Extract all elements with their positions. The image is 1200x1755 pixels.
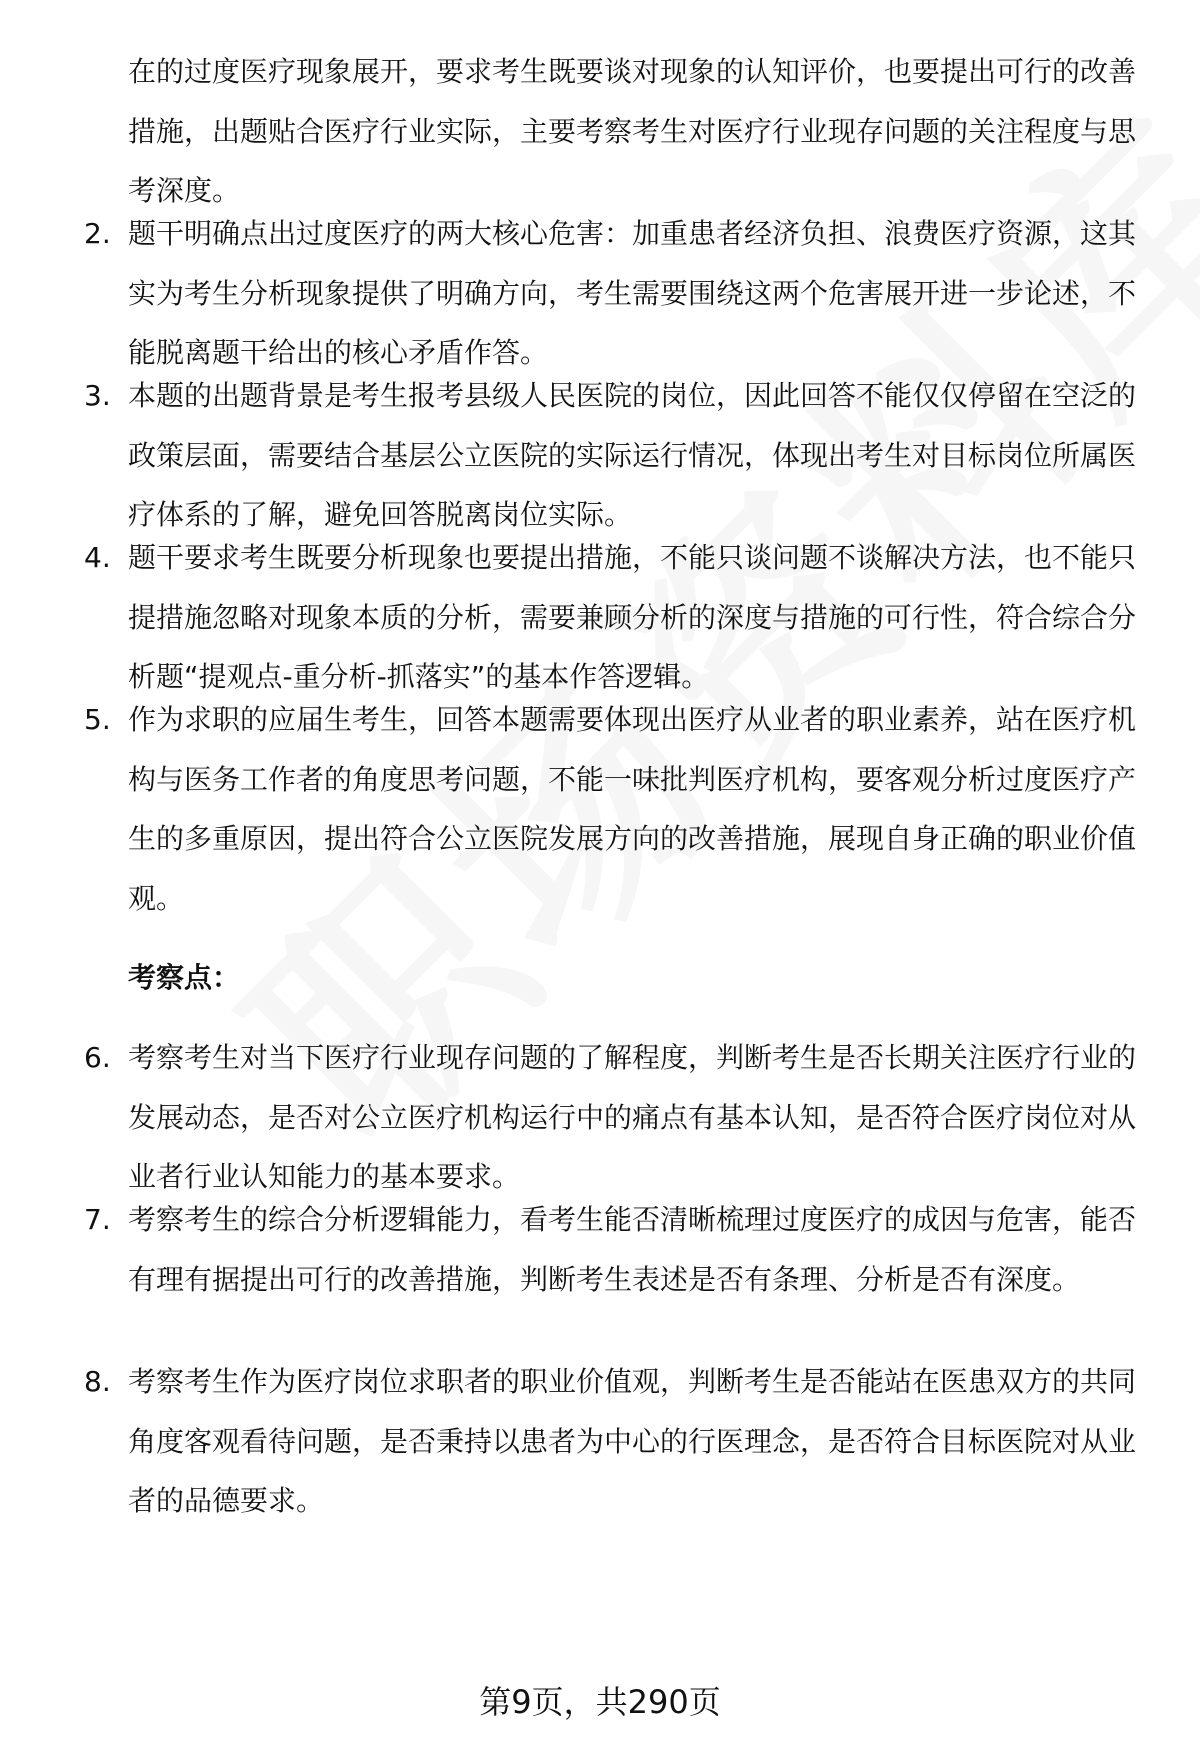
list-item-text: 本题的出题背景是考生报考县级人民医院的岗位，因此回答不能仅仅停留在空泛的政策层面，需要结合基层公立医院的实际运行情况，体现出考生对目标岗位所属医疗体系的了解，避免回答脱离岗位实际。	[128, 379, 1137, 531]
list-item-text: 题干明确点出过度医疗的两大核心危害：加重患者经济负担、浪费医疗资源，这其实为考生分析现象提供了明确方向，考生需要围绕这两个危害展开进一步论述，不能脱离题干给出的核心矛盾作答。	[128, 217, 1137, 369]
list-item-text: 题干要求考生既要分析现象也要提出措施，不能只谈问题不谈解决方法，也不能只提措施忽略对现象本质的分析，需要兼顾分析的深度与措施的可行性，符合综合分析题“提观点-重分析-抓落实”的基本作答逻辑。	[128, 541, 1137, 693]
list-item-text: 考察考生的综合分析逻辑能力，看考生能否清晰梳理过度医疗的成因与危害，能否有理有据提出可行的改善措施，判断考生表述是否有条理、分析是否有深度。	[128, 1203, 1137, 1296]
list-item-number: 4.	[84, 541, 111, 574]
list-item-number: 5.	[84, 703, 111, 736]
list-item-text: 考察考生作为医疗岗位求职者的职业价值观，判断考生是否能站在医患双方的共同角度客观看待问题，是否秉持以患者为中心的行医理念，是否符合目标医院对从业者的品德要求。	[128, 1365, 1137, 1517]
section-heading: 考察点：	[128, 961, 241, 994]
list-item-number: 7.	[84, 1203, 111, 1236]
list-item-number: 6.	[84, 1041, 111, 1074]
list-item-number: 3.	[84, 379, 111, 412]
list-item-text: 作为求职的应届生考生，回答本题需要体现出医疗从业者的职业素养，站在医疗机构与医务工作者的角度思考问题，不能一味批判医疗机构，要客观分析过度医疗产生的多重原因，提出符合公立医院发展方向的改善措施，展现自身正确的职业价值观。	[128, 703, 1137, 915]
list-item-text: 考察考生对当下医疗行业现存问题的了解程度，判断考生是否长期关注医疗行业的发展动态，是否对公立医疗机构运行中的痛点有基本认知，是否符合医疗岗位对从业者行业认知能力的基本要求。	[128, 1041, 1137, 1193]
list-item-number: 2.	[84, 217, 111, 250]
list-item-number: 8.	[84, 1365, 111, 1398]
page-number-footer: 第9页，共290页	[479, 1683, 721, 1721]
intro-paragraph: 在的过度医疗现象展开，要求考生既要谈对现象的认知评价，也要提出可行的改善措施，出题贴合医疗行业实际，主要考察考生对医疗行业现存问题的关注程度与思考深度。	[128, 55, 1137, 207]
